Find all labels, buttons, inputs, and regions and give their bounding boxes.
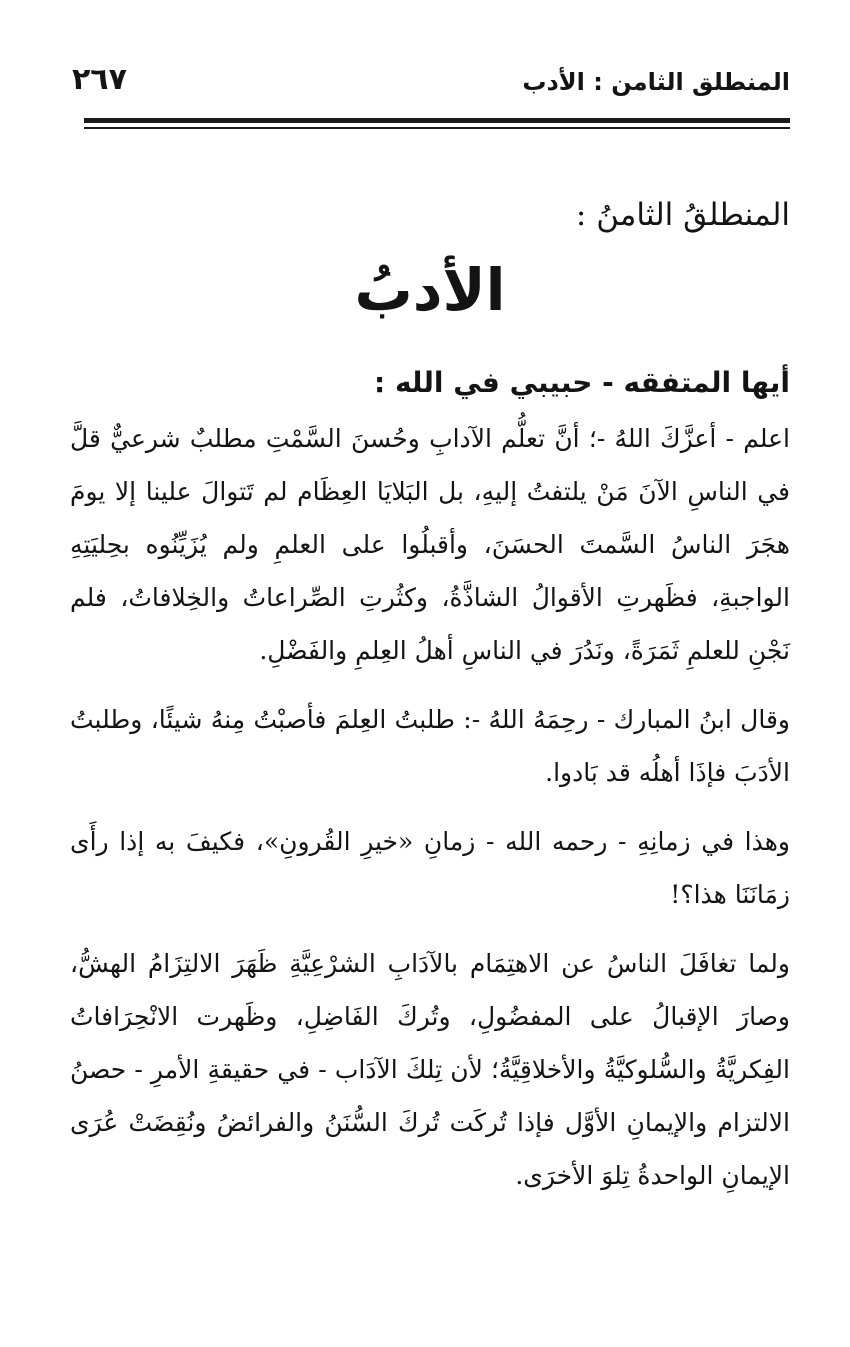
header-rule-thick bbox=[84, 118, 790, 123]
address-heading: أيها المتفقه - حبيبي في الله : bbox=[374, 366, 790, 399]
header-rule-thin bbox=[84, 127, 790, 129]
section-label: المنطلقُ الثامنُ : bbox=[575, 197, 790, 233]
running-title: المنطلق الثامن : الأدب bbox=[522, 68, 790, 96]
chapter-title: الأدبُ bbox=[354, 256, 506, 324]
paragraph: وقال ابنُ المبارك - رحِمَهُ اللهُ -: طلبتُ العِلمَ فأصبْتُ مِنهُ شيئًا، وطلبتُ الأدَبَ فإذَا أهلُه قد بَادوا. bbox=[70, 705, 790, 787]
page-number: ٢٦٧ bbox=[72, 62, 127, 97]
running-header bbox=[72, 62, 790, 102]
paragraph: وهذا في زمانِهِ - رحمه الله - زمانِ «خيرِ القُرونِ»، فكيفَ به إذا رأَى زمَانَنَا هذا؟! bbox=[70, 827, 790, 909]
paragraph: اعلم - أعزَّكَ اللهُ -؛ أنَّ تعلُّم الآدابِ وحُسنَ السَّمْتِ مطلبٌ شرعيٌّ قلَّ في الناسِ الآنَ مَنْ يلتفتُ إليهِ، بل البَلايَا العِظَام لم تَتوالَ علينا إلا يومَ هجَرَ الناسُ السَّمتَ الحسَنَ، وأقبلُوا على العلمِ ولم يُزَيِّنُوه بحِليَتِهِ الواجبةِ، فظَهرتِ الأقوالُ الشاذَّةُ، وكثُرتِ الصِّراعاتُ والخِلافاتُ، فلم نَجْنِ للعلمِ ثَمَرَةً، ونَدُرَ في الناسِ أهلُ العِلمِ والفَضْلِ. bbox=[70, 424, 790, 665]
paragraph: ولما تغافَلَ الناسُ عن الاهتِمَام بالآدَابِ الشرْعِيَّةِ ظَهَرَ الالتِزَامُ الهشُّ، وصارَ الإقبالُ على المفضُولِ، وتُركَ الفَاضِلِ، وظَهرت الانْحِرَافاتُ الفِكريَّةُ والسُّلوكيَّةُ والأخلاقِيَّةُ؛ لأن تِلكَ الآدَاب - في حقيقةِ الأمرِ - حصنُ الالتزام والإيمانِ الأوَّل فإذا تُركَت تُركَ السُّنَنُ والفرائضُ ونُقِضَتْ عُرَى الإيمانِ الواحدةُ تِلوَ الأخرَى. bbox=[70, 949, 790, 1190]
page-body bbox=[70, 190, 790, 1218]
